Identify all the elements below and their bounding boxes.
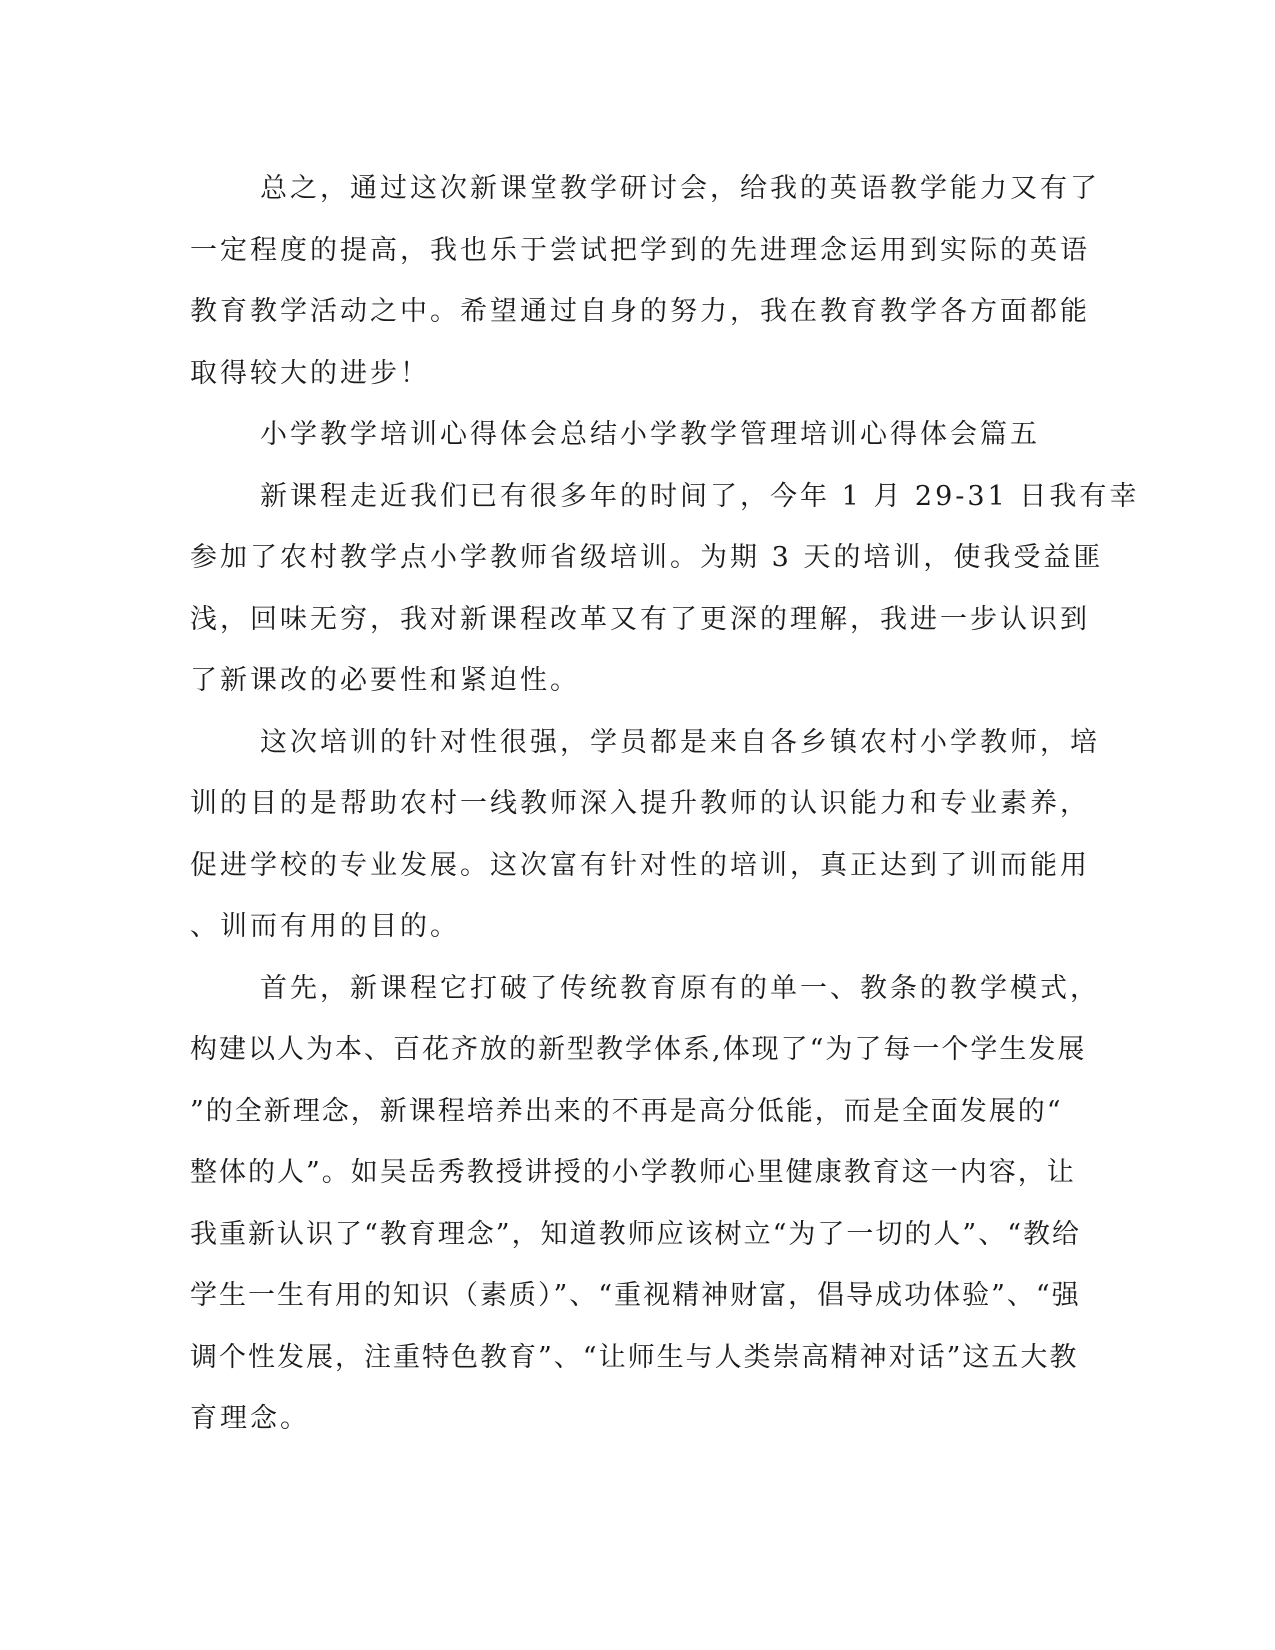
- text-line: 构建以人为本、百花齐放的新型教学体系,体现了“为了每一个学生发展: [190, 1034, 1087, 1065]
- text-line: 浅，回味无穷，我对新课程改革又有了更深的理解，我进一步认识到: [190, 603, 1090, 635]
- text-line: 了新课改的必要性和紧迫性。: [190, 665, 580, 696]
- text-line: 参加了农村教学点小学教师省级培训。为期 3 天的培训，使我受益匪: [190, 542, 1104, 573]
- text-line: 促进学校的专业发展。这次富有针对性的培训，真正达到了训而能用: [190, 849, 1090, 881]
- text-line: ”的全新理念，新课程培养出来的不再是高分低能，而是全面发展的“: [190, 1095, 1063, 1127]
- text-line: 首先，新课程它打破了传统教育原有的单一、教条的教学模式，: [260, 972, 1100, 1004]
- text-line: 我重新认识了“教育理念”，知道教师应该树立“为了一切的人”、“教给: [190, 1218, 1082, 1250]
- text-line: 总之，通过这次新课堂教学研讨会，给我的英语教学能力又有了: [260, 173, 1100, 204]
- text-line: 整体的人”。如吴岳秀教授讲授的小学教师心里健康教育这一内容，让: [190, 1157, 1076, 1188]
- text-line: 育理念。: [190, 1403, 310, 1434]
- text-line: 教育教学活动之中。希望通过自身的努力，我在教育教学各方面都能: [190, 296, 1090, 327]
- text-line: 学生一生有用的知识（素质）”、“重视精神财富，倡导成功体验”、“强: [190, 1280, 1081, 1311]
- text-line: 、训而有用的目的。: [190, 911, 460, 942]
- text-line: 训的目的是帮助农村一线教师深入提升教师的认识能力和专业素养，: [190, 788, 1090, 819]
- text-line: 调个性发展，注重特色教育”、“让师生与人类崇高精神对话”这五大教: [190, 1341, 1079, 1373]
- document-body: [190, 158, 1140, 1450]
- section-heading: 小学教学培训心得体会总结小学教学管理培训心得体会篇五: [260, 419, 1040, 450]
- text-line: 一定程度的提高，我也乐于尝试把学到的先进理念运用到实际的英语: [190, 234, 1090, 266]
- text-line: 取得较大的进步！: [190, 357, 430, 389]
- text-line: 新课程走近我们已有很多年的时间了，今年 1 月 29-31 日我有幸: [260, 480, 1140, 512]
- text-line: 这次培训的针对性很强，学员都是来自各乡镇农村小学教师，培: [260, 726, 1100, 758]
